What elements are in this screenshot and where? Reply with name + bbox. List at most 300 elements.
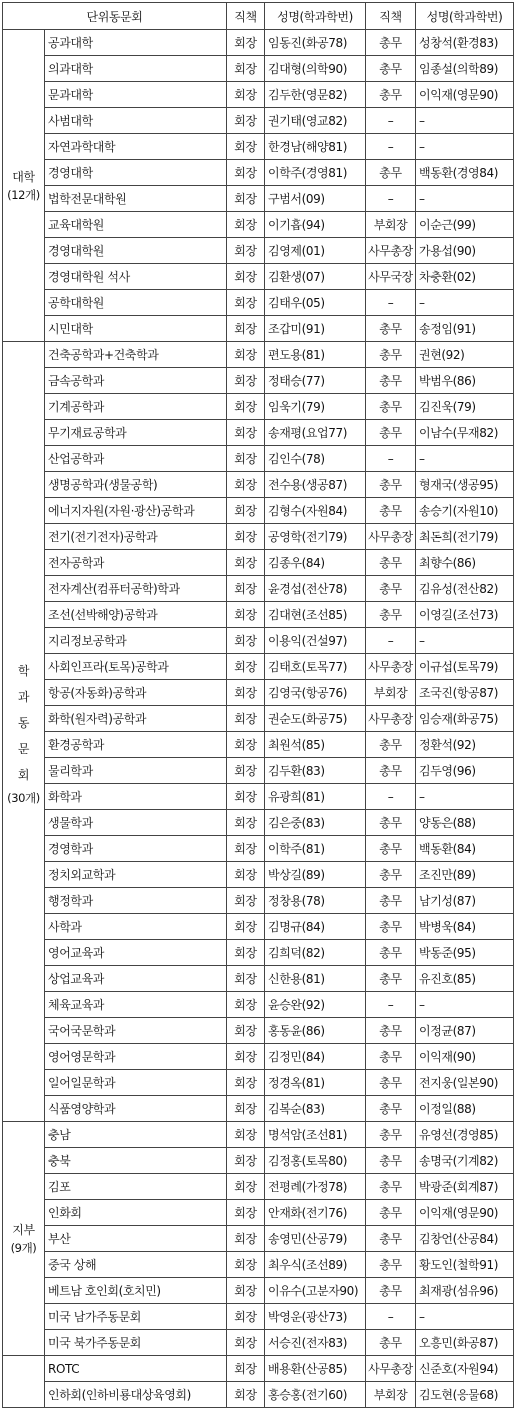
- person-2: 이남수(무재82): [416, 420, 514, 446]
- position-1: 회장: [227, 1070, 265, 1096]
- person-1: 김은중(83): [265, 810, 366, 836]
- position-2: 총무: [366, 160, 416, 186]
- table-row: [3, 498, 514, 524]
- person-1: 김인수(78): [265, 446, 366, 472]
- position-1: 회장: [227, 732, 265, 758]
- position-2: 사무총장: [366, 238, 416, 264]
- association-name: 베트남 호인회(호치민): [45, 1278, 227, 1304]
- position-1: 회장: [227, 342, 265, 368]
- person-1: 구범서(09): [265, 186, 366, 212]
- person-2: 이익재(90): [416, 1044, 514, 1070]
- person-2: 박동준(95): [416, 940, 514, 966]
- person-1: 임욱기(79): [265, 394, 366, 420]
- table-row: [3, 888, 514, 914]
- table-row: [3, 1148, 514, 1174]
- table-row: [3, 108, 514, 134]
- association-name: 항공(자동화)공학과: [45, 680, 227, 706]
- person-1: 권기태(영교82): [265, 108, 366, 134]
- position-1: 회장: [227, 914, 265, 940]
- association-name: 의과대학: [45, 56, 227, 82]
- person-2: 박광준(회계87): [416, 1174, 514, 1200]
- table-row: [3, 550, 514, 576]
- person-2: 김도현(응물68): [416, 1382, 514, 1408]
- table-row: [3, 732, 514, 758]
- table-row: [3, 1200, 514, 1226]
- person-2: 송승기(자원10): [416, 498, 514, 524]
- header-name-1: 성명(학과학번): [265, 3, 366, 30]
- person-1: 김형수(자원84): [265, 498, 366, 524]
- association-name: 산업공학과: [45, 446, 227, 472]
- position-2: 총무: [366, 1044, 416, 1070]
- person-2: 황도인(철학91): [416, 1252, 514, 1278]
- person-2: –: [416, 290, 514, 316]
- table-row: [3, 914, 514, 940]
- group-label-char: 문: [17, 741, 30, 756]
- person-1: 김태우(05): [265, 290, 366, 316]
- association-name: 공학대학원: [45, 290, 227, 316]
- table-row: [3, 1018, 514, 1044]
- association-name: 법학전문대학원: [45, 186, 227, 212]
- table-row: [3, 1382, 514, 1408]
- position-1: 회장: [227, 706, 265, 732]
- association-name: 화학(원자력)공학과: [45, 706, 227, 732]
- position-1: 회장: [227, 1226, 265, 1252]
- position-2: –: [366, 134, 416, 160]
- association-name: 미국 북가주동문회: [45, 1330, 227, 1356]
- person-1: 서승진(전자83): [265, 1330, 366, 1356]
- table-row: [3, 134, 514, 160]
- position-1: 회장: [227, 654, 265, 680]
- position-2: 총무: [366, 914, 416, 940]
- table-row: [3, 316, 514, 342]
- person-2: 이익재(영문90): [416, 82, 514, 108]
- table-row: [3, 212, 514, 238]
- table-row: [3, 368, 514, 394]
- position-1: 회장: [227, 1330, 265, 1356]
- table-row: [3, 1122, 514, 1148]
- person-2: 성창석(환경83): [416, 30, 514, 56]
- person-1: 권순도(화공75): [265, 706, 366, 732]
- position-1: 회장: [227, 576, 265, 602]
- position-1: 회장: [227, 966, 265, 992]
- person-1: 송재평(요업77): [265, 420, 366, 446]
- header-name-2: 성명(학과학번): [416, 3, 514, 30]
- person-1: 김대현(조선85): [265, 602, 366, 628]
- position-2: –: [366, 290, 416, 316]
- association-name: 물리학과: [45, 758, 227, 784]
- person-1: 정태승(77): [265, 368, 366, 394]
- person-2: 유영선(경영85): [416, 1122, 514, 1148]
- table-row: [3, 680, 514, 706]
- person-1: 안재화(전기76): [265, 1200, 366, 1226]
- person-1: 한경남(해양81): [265, 134, 366, 160]
- table-row: [3, 394, 514, 420]
- position-2: 총무: [366, 316, 416, 342]
- position-1: 회장: [227, 524, 265, 550]
- association-name: 경영학과: [45, 836, 227, 862]
- position-2: 총무: [366, 1148, 416, 1174]
- person-2: 이익재(영문90): [416, 1200, 514, 1226]
- position-2: 총무: [366, 368, 416, 394]
- person-1: 신한용(81): [265, 966, 366, 992]
- person-2: 백동환(경영84): [416, 160, 514, 186]
- position-2: 총무: [366, 732, 416, 758]
- person-1: 김태호(토목77): [265, 654, 366, 680]
- person-1: 이기흡(94): [265, 212, 366, 238]
- table-row: [3, 1070, 514, 1096]
- position-2: 총무: [366, 862, 416, 888]
- position-1: 회장: [227, 1096, 265, 1122]
- person-2: 송정임(91): [416, 316, 514, 342]
- table-row: [3, 446, 514, 472]
- association-name: 전기(전기전자)공학과: [45, 524, 227, 550]
- association-name: 생물학과: [45, 810, 227, 836]
- association-name: 경영대학원: [45, 238, 227, 264]
- group-label-char: 과: [17, 689, 30, 704]
- position-2: –: [366, 186, 416, 212]
- position-2: 총무: [366, 82, 416, 108]
- person-1: 조갑미(91): [265, 316, 366, 342]
- table-row: [3, 420, 514, 446]
- association-name: 금속공학과: [45, 368, 227, 394]
- header-position-1: 직책: [227, 3, 265, 30]
- alumni-association-table: [2, 2, 514, 1408]
- position-2: 총무: [366, 394, 416, 420]
- group-label-char: 학: [17, 663, 30, 678]
- table-row: [3, 30, 514, 56]
- table-row: [3, 784, 514, 810]
- person-2: 조진만(89): [416, 862, 514, 888]
- position-2: 총무: [366, 602, 416, 628]
- table-row: [3, 160, 514, 186]
- person-2: 이규섭(토목79): [416, 654, 514, 680]
- position-1: 회장: [227, 30, 265, 56]
- person-2: 박범우(86): [416, 368, 514, 394]
- group-cell: [3, 1122, 45, 1356]
- position-1: 회장: [227, 472, 265, 498]
- association-name: 김포: [45, 1174, 227, 1200]
- position-2: 사무총장: [366, 654, 416, 680]
- person-1: 전평례(가정78): [265, 1174, 366, 1200]
- person-1: 윤승완(92): [265, 992, 366, 1018]
- person-2: 전지웅(일본90): [416, 1070, 514, 1096]
- position-2: 총무: [366, 1200, 416, 1226]
- association-name: 영어영문학과: [45, 1044, 227, 1070]
- table-row: [3, 940, 514, 966]
- person-1: 최우식(조선89): [265, 1252, 366, 1278]
- association-name: 식품영양학과: [45, 1096, 227, 1122]
- person-1: 공영학(전기79): [265, 524, 366, 550]
- person-2: 형재국(생공95): [416, 472, 514, 498]
- table-row: [3, 836, 514, 862]
- position-2: 총무: [366, 1330, 416, 1356]
- person-1: 김두한(영문82): [265, 82, 366, 108]
- person-2: 임승재(화공75): [416, 706, 514, 732]
- group-label-char: 동: [17, 715, 30, 730]
- association-name: 전자계산(컴퓨터공학)학과: [45, 576, 227, 602]
- position-1: 회장: [227, 498, 265, 524]
- person-1: 박상길(89): [265, 862, 366, 888]
- association-name: 사회인프라(토목)공학과: [45, 654, 227, 680]
- person-2: 김창언(산공84): [416, 1226, 514, 1252]
- position-1: 회장: [227, 238, 265, 264]
- association-name: 충북: [45, 1148, 227, 1174]
- table-row: [3, 524, 514, 550]
- person-1: 김영제(01): [265, 238, 366, 264]
- position-2: 부회장: [366, 212, 416, 238]
- person-2: –: [416, 992, 514, 1018]
- header-row: [3, 3, 514, 30]
- table-row: [3, 290, 514, 316]
- association-name: 교육대학원: [45, 212, 227, 238]
- position-2: 부회장: [366, 680, 416, 706]
- group-count: (9개): [10, 1241, 37, 1255]
- person-1: 정경옥(81): [265, 1070, 366, 1096]
- position-1: 회장: [227, 134, 265, 160]
- group-label-char: 회: [17, 767, 30, 782]
- position-2: 총무: [366, 1018, 416, 1044]
- position-2: –: [366, 1304, 416, 1330]
- position-1: 회장: [227, 316, 265, 342]
- position-1: 회장: [227, 680, 265, 706]
- position-2: 총무: [366, 498, 416, 524]
- group-count: (12개): [7, 188, 40, 202]
- person-1: 유광희(81): [265, 784, 366, 810]
- person-2: 백동환(84): [416, 836, 514, 862]
- position-2: 총무: [366, 1174, 416, 1200]
- person-2: –: [416, 628, 514, 654]
- group-cell: [3, 342, 45, 1122]
- table-row: [3, 654, 514, 680]
- position-1: 회장: [227, 992, 265, 1018]
- position-1: 회장: [227, 1200, 265, 1226]
- position-1: 회장: [227, 186, 265, 212]
- person-2: 유진호(85): [416, 966, 514, 992]
- group-label: 지부: [12, 1223, 35, 1237]
- position-1: 회장: [227, 810, 265, 836]
- position-1: 회장: [227, 836, 265, 862]
- position-2: 총무: [366, 1122, 416, 1148]
- position-2: 부회장: [366, 1382, 416, 1408]
- position-1: 회장: [227, 264, 265, 290]
- table-row: [3, 1174, 514, 1200]
- table-row: [3, 966, 514, 992]
- position-2: 총무: [366, 1226, 416, 1252]
- table-row: [3, 1304, 514, 1330]
- group-cell: [3, 30, 45, 342]
- person-2: –: [416, 134, 514, 160]
- table-row: [3, 82, 514, 108]
- group-cell: [3, 1356, 45, 1408]
- position-1: 회장: [227, 1356, 265, 1382]
- association-name: 화학과: [45, 784, 227, 810]
- table-row: [3, 1252, 514, 1278]
- table-row: [3, 1044, 514, 1070]
- person-1: 정창용(78): [265, 888, 366, 914]
- person-2: 오흥민(화공87): [416, 1330, 514, 1356]
- position-2: 사무국장: [366, 264, 416, 290]
- position-2: 총무: [366, 550, 416, 576]
- position-2: 총무: [366, 836, 416, 862]
- group-count: (30개): [7, 790, 40, 805]
- person-1: 홍동윤(86): [265, 1018, 366, 1044]
- position-2: 총무: [366, 576, 416, 602]
- person-2: 김진욱(79): [416, 394, 514, 420]
- person-2: 박병욱(84): [416, 914, 514, 940]
- position-2: 총무: [366, 966, 416, 992]
- person-1: 이유수(고분자90): [265, 1278, 366, 1304]
- table-row: [3, 56, 514, 82]
- person-2: –: [416, 784, 514, 810]
- position-1: 회장: [227, 420, 265, 446]
- position-1: 회장: [227, 758, 265, 784]
- position-2: 총무: [366, 342, 416, 368]
- person-1: 임동진(화공78): [265, 30, 366, 56]
- person-1: 배용환(산공85): [265, 1356, 366, 1382]
- association-name: 미국 남가주동문회: [45, 1304, 227, 1330]
- position-2: 총무: [366, 56, 416, 82]
- position-1: 회장: [227, 1304, 265, 1330]
- person-1: 박영운(광산73): [265, 1304, 366, 1330]
- table-row: [3, 472, 514, 498]
- position-2: 총무: [366, 810, 416, 836]
- position-2: 총무: [366, 472, 416, 498]
- position-1: 회장: [227, 888, 265, 914]
- position-2: 총무: [366, 1096, 416, 1122]
- position-1: 회장: [227, 1174, 265, 1200]
- person-1: 이학주(경영81): [265, 160, 366, 186]
- association-name: 체육교육과: [45, 992, 227, 1018]
- table-row: [3, 758, 514, 784]
- table-row: [3, 810, 514, 836]
- person-1: 윤경섭(전산78): [265, 576, 366, 602]
- position-2: 사무총장: [366, 524, 416, 550]
- association-name: 조선(선박해양)공학과: [45, 602, 227, 628]
- person-1: 김희덕(82): [265, 940, 366, 966]
- association-name: 인하회(인하비룡대상육영회): [45, 1382, 227, 1408]
- person-2: –: [416, 1304, 514, 1330]
- association-name: 일어일문학과: [45, 1070, 227, 1096]
- person-1: 김영국(항공76): [265, 680, 366, 706]
- position-1: 회장: [227, 862, 265, 888]
- position-1: 회장: [227, 56, 265, 82]
- position-1: 회장: [227, 1148, 265, 1174]
- position-1: 회장: [227, 108, 265, 134]
- table-row: [3, 1226, 514, 1252]
- person-1: 김종우(84): [265, 550, 366, 576]
- person-2: 최돈희(전기79): [416, 524, 514, 550]
- person-2: 신준호(자원94): [416, 1356, 514, 1382]
- association-name: 충남: [45, 1122, 227, 1148]
- position-2: 총무: [366, 888, 416, 914]
- position-1: 회장: [227, 1018, 265, 1044]
- person-1: 김정홍(토목80): [265, 1148, 366, 1174]
- person-2: 양동은(88): [416, 810, 514, 836]
- person-2: 최향수(86): [416, 550, 514, 576]
- association-name: 문과대학: [45, 82, 227, 108]
- position-1: 회장: [227, 1122, 265, 1148]
- person-2: 김두영(96): [416, 758, 514, 784]
- table-row: [3, 264, 514, 290]
- table-row: [3, 628, 514, 654]
- association-name: 경영대학원 석사: [45, 264, 227, 290]
- position-1: 회장: [227, 602, 265, 628]
- person-1: 홍승홍(전기60): [265, 1382, 366, 1408]
- association-name: 기계공학과: [45, 394, 227, 420]
- position-1: 회장: [227, 1252, 265, 1278]
- association-name: 영어교육과: [45, 940, 227, 966]
- person-1: 김대형(의학90): [265, 56, 366, 82]
- table-row: [3, 706, 514, 732]
- group-label: 대학: [12, 170, 35, 184]
- person-1: 김두환(83): [265, 758, 366, 784]
- position-1: 회장: [227, 940, 265, 966]
- table-row: [3, 862, 514, 888]
- position-2: 총무: [366, 1070, 416, 1096]
- position-2: 총무: [366, 940, 416, 966]
- person-1: 이용익(건설97): [265, 628, 366, 654]
- position-1: 회장: [227, 394, 265, 420]
- table-body: [3, 30, 514, 1408]
- association-name: 사학과: [45, 914, 227, 940]
- position-2: –: [366, 628, 416, 654]
- position-2: 총무: [366, 1278, 416, 1304]
- person-1: 편도용(81): [265, 342, 366, 368]
- table-row: [3, 576, 514, 602]
- association-name: 인화회: [45, 1200, 227, 1226]
- person-1: 김환생(07): [265, 264, 366, 290]
- association-name: 부산: [45, 1226, 227, 1252]
- person-1: 이학주(81): [265, 836, 366, 862]
- association-name: 상업교육과: [45, 966, 227, 992]
- person-1: 김명규(84): [265, 914, 366, 940]
- person-2: 송명국(기계82): [416, 1148, 514, 1174]
- association-name: 에너지자원(자원·광산)공학과: [45, 498, 227, 524]
- table-row: [3, 1278, 514, 1304]
- association-name: 생명공학과(생물공학): [45, 472, 227, 498]
- person-1: 김복순(83): [265, 1096, 366, 1122]
- person-2: 정환석(92): [416, 732, 514, 758]
- position-2: –: [366, 992, 416, 1018]
- association-name: 중국 상해: [45, 1252, 227, 1278]
- position-2: 사무총장: [366, 706, 416, 732]
- table-row: [3, 186, 514, 212]
- person-1: 송영민(산공79): [265, 1226, 366, 1252]
- association-name: 경영대학: [45, 160, 227, 186]
- person-2: 이정균(87): [416, 1018, 514, 1044]
- association-name: 행정학과: [45, 888, 227, 914]
- table-row: [3, 1330, 514, 1356]
- person-2: –: [416, 446, 514, 472]
- position-2: 사무총장: [366, 1356, 416, 1382]
- table-row: [3, 342, 514, 368]
- position-1: 회장: [227, 368, 265, 394]
- association-name: 국어국문학과: [45, 1018, 227, 1044]
- position-1: 회장: [227, 446, 265, 472]
- association-name: 지리정보공학과: [45, 628, 227, 654]
- table-row: [3, 602, 514, 628]
- position-1: 회장: [227, 784, 265, 810]
- position-2: 총무: [366, 758, 416, 784]
- person-1: 전수용(생공87): [265, 472, 366, 498]
- person-2: 조국진(항공87): [416, 680, 514, 706]
- person-2: 임종설(의학89): [416, 56, 514, 82]
- association-name: 정치외교학과: [45, 862, 227, 888]
- position-1: 회장: [227, 1278, 265, 1304]
- person-2: –: [416, 186, 514, 212]
- header-unit-association: 단위동문회: [3, 3, 227, 30]
- person-1: 명석암(조선81): [265, 1122, 366, 1148]
